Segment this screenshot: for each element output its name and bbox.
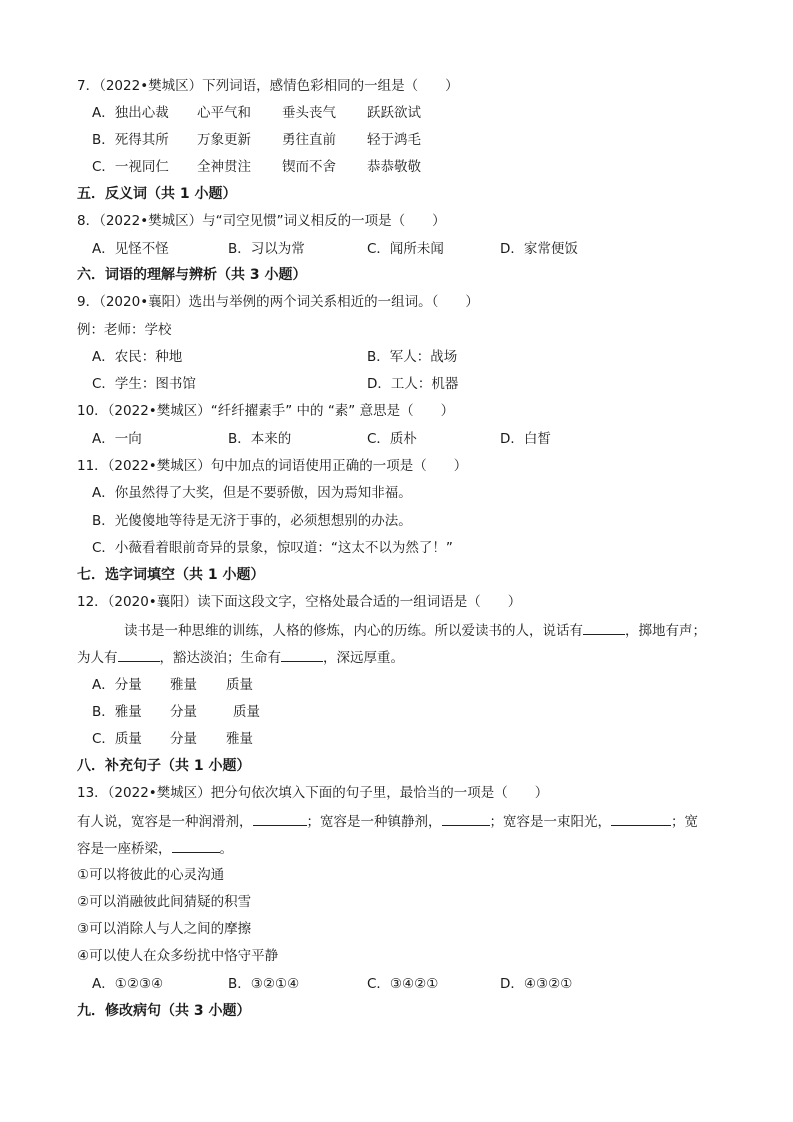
q12-a-3: 质量 (226, 677, 253, 693)
q13-passage-line-1 (77, 811, 698, 832)
q7-a-4: 跃跃欲试 (367, 105, 421, 121)
q9-option-b: B．军人：战场 (367, 349, 458, 365)
q7-b-3: 勇往直前 (282, 132, 336, 148)
q12-c-1: C．质量 (92, 731, 142, 747)
q9-option-d: D．工人：机器 (367, 376, 459, 392)
q11-option-a: A．你虽然得了大奖，但是不要骄傲，因为焉知非福。 (92, 485, 412, 501)
q13-blank-1 (253, 811, 307, 826)
q13-p1c: ；宽容是一束阳光， (489, 814, 611, 830)
q12-a-1: A．分量 (92, 677, 142, 693)
q7-a-1: A．独出心裁 (92, 105, 169, 121)
q12-passage-line-2 (77, 647, 404, 668)
q12-p2c: ，深远厚重。 (323, 650, 404, 666)
q12-p2b: ，豁达淡泊；生命有 (159, 650, 281, 666)
q7-c-1: C．一视同仁 (92, 159, 169, 175)
q10-option-c: C．质朴 (367, 431, 417, 447)
q11-option-c: C．小薇看着眼前奇异的景象，惊叹道：“这太不以为然了！” (92, 540, 453, 556)
q13-blank-4 (172, 838, 220, 853)
q7-stem: 7．（2022•樊城区）下列词语，感情色彩相同的一组是（ ） (77, 78, 459, 94)
q13-item-1: ①可以将彼此的心灵沟通 (77, 867, 225, 883)
section-heading-8: 八．补充句子（共 1 小题） (77, 758, 251, 774)
q13-p1b: ；宽容是一种镇静剂， (306, 814, 442, 830)
q12-stem: 12．（2020•襄阳）读下面这段文字，空格处最合适的一组词语是（ ） (77, 594, 522, 610)
q7-c-3: 锲而不舍 (282, 159, 336, 175)
q9-option-c: C．学生：图书馆 (92, 376, 196, 392)
q9-stem: 9．（2020•襄阳）选出与举例的两个词关系相近的一组词。（ ） (77, 294, 479, 310)
q11-option-b: B．光傻傻地等待是无济于事的，必须想想别的办法。 (92, 513, 412, 529)
q12-passage-line-1 (124, 620, 706, 641)
q12-p1a: 读书是一种思维的训练，人格的修炼，内心的历练。所以爱读书的人，说话有 (124, 623, 583, 639)
q12-b-1: B．雅量 (92, 704, 142, 720)
section-heading-5: 五．反义词（共 1 小题） (77, 186, 237, 202)
q12-p2a: 为人有 (77, 650, 118, 666)
q8-option-d: D．家常便饭 (500, 241, 578, 257)
q13-blank-3 (611, 811, 671, 826)
q10-stem: 10．（2022•樊城区）“纤纤擢素手” 中的 “素” 意思是（ ） (77, 403, 455, 419)
q13-passage-line-2 (77, 838, 233, 859)
q9-example: 例：老师：学校 (77, 322, 172, 338)
q12-b-3: 质量 (233, 704, 260, 720)
q13-item-2: ②可以消融彼此间猜疑的积雪 (77, 894, 252, 910)
q12-p1b: ，掷地有声； (625, 623, 706, 639)
q13-option-c: C．③④②① (367, 976, 439, 992)
q12-blank-3 (281, 647, 323, 662)
q13-stem: 13．（2022•樊城区）把分句依次填入下面的句子里，最恰当的一项是（ ） (77, 785, 549, 801)
q12-c-2: 分量 (170, 731, 197, 747)
q8-option-a: A．见怪不怪 (92, 241, 169, 257)
q12-c-3: 雅量 (226, 731, 253, 747)
q7-a-2: 心平气和 (197, 105, 251, 121)
q7-b-1: B．死得其所 (92, 132, 169, 148)
q9-option-a: A．农民：种地 (92, 349, 183, 365)
q10-option-a: A．一向 (92, 431, 142, 447)
q13-item-4: ④可以使人在众多纷扰中恪守平静 (77, 948, 279, 964)
q12-a-2: 雅量 (170, 677, 197, 693)
q13-p2a: 容是一座桥梁， (77, 841, 172, 857)
q10-option-b: B．本来的 (228, 431, 292, 447)
section-heading-9: 九．修改病句（共 3 小题） (77, 1003, 251, 1019)
q8-option-b: B．习以为常 (228, 241, 305, 257)
q13-p2b: 。 (219, 841, 233, 857)
q13-p1a: 有人说，宽容是一种润滑剂， (77, 814, 253, 830)
q8-stem: 8．（2022•樊城区）与“司空见惯”词义相反的一项是（ ） (77, 213, 446, 229)
q11-stem: 11．（2022•樊城区）句中加点的词语使用正确的一项是（ ） (77, 458, 468, 474)
q7-a-3: 垂头丧气 (282, 105, 336, 121)
q13-option-b: B．③②①④ (228, 976, 300, 992)
q12-blank-2 (118, 647, 160, 662)
q13-blank-2 (442, 811, 490, 826)
section-heading-6: 六．词语的理解与辨析（共 3 小题） (77, 267, 307, 283)
q12-blank-1 (583, 620, 625, 635)
q10-option-d: D．白皙 (500, 431, 551, 447)
q7-c-4: 恭恭敬敬 (367, 159, 421, 175)
q8-option-c: C．闻所未闻 (367, 241, 444, 257)
q7-b-4: 轻于鸿毛 (367, 132, 421, 148)
q13-option-a: A．①②③④ (92, 976, 164, 992)
q7-b-2: 万象更新 (197, 132, 251, 148)
q13-item-3: ③可以消除人与人之间的摩擦 (77, 921, 252, 937)
q12-b-2: 分量 (170, 704, 197, 720)
q13-p1d: ；宽 (671, 814, 698, 830)
section-heading-7: 七．选字词填空（共 1 小题） (77, 567, 265, 583)
q13-option-d: D．④③②① (500, 976, 573, 992)
q7-c-2: 全神贯注 (197, 159, 251, 175)
